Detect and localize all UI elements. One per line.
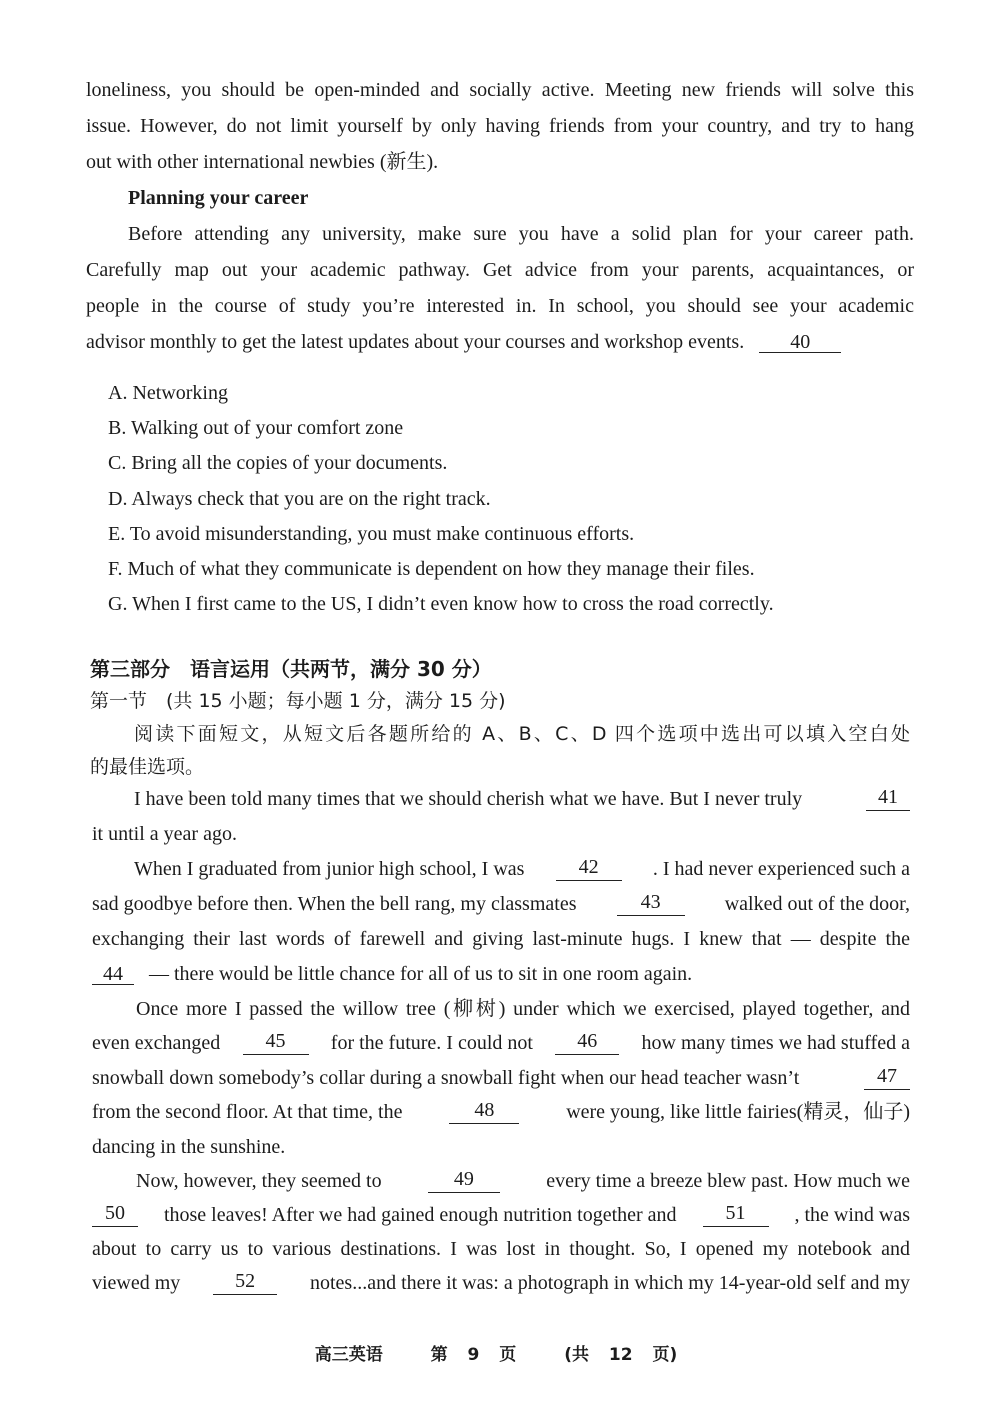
cloze-text: I have been told many times that we should cherish what we have. But I never truly — [134, 788, 803, 810]
cloze-text: When I graduated from junior high school, I was — [134, 858, 525, 880]
footer-total: (共 12 页) — [564, 1345, 678, 1365]
cloze-text: Now, however, they seemed to — [136, 1170, 382, 1192]
cloze-text: viewed my — [92, 1272, 181, 1294]
option-g: G. When I first came to the US, I didn’t even know how to cross the road correctly. — [108, 593, 774, 615]
option-e: E. To avoid misunderstanding, you must make continuous efforts. — [108, 523, 635, 545]
blank-46: 46 — [555, 1031, 619, 1055]
cloze-line: exchanging their last words of farewell and giving last-minute hugs. I knew that — despite the — [92, 928, 910, 950]
passage-line: issue. However, do not limit yourself by only having friends from your country, and try to hang — [86, 115, 914, 137]
cloze-text: . I had never experienced such a — [652, 858, 910, 880]
cloze-text: notes...and there it was: a photograph in which my 14-year-old self and my — [310, 1272, 910, 1294]
cloze-text: , the wind was — [794, 1204, 910, 1226]
passage-text: advisor monthly to get the latest updates about your courses and workshop events. — [86, 331, 745, 353]
cloze-line — [136, 1169, 910, 1193]
section-title: 第一节 (共 15 小题；每小题 1 分，满分 15 分) — [90, 690, 506, 712]
blank-51: 51 — [703, 1203, 769, 1227]
blank-45: 45 — [243, 1031, 309, 1055]
part-title: 第三部分 语言运用（共两节，满分 30 分） — [90, 657, 492, 681]
cloze-line — [92, 892, 910, 916]
cloze-line: it until a year ago. — [92, 823, 237, 845]
cloze-text: snowball down somebody’s collar during a snowball fight when our head teacher wasn’t — [92, 1067, 800, 1089]
blank-43: 43 — [617, 892, 685, 916]
cloze-text: those leaves! After we had gained enough nutrition together and — [163, 1204, 677, 1226]
cloze-line: about to carry us to various destinations. I was lost in thought. So, I opened my notebook and — [92, 1238, 910, 1260]
blank-52: 52 — [213, 1271, 277, 1295]
cloze-line — [92, 1100, 910, 1124]
cloze-text: were young, like little fairies(精灵，仙子) — [566, 1101, 910, 1123]
blank-41: 41 — [866, 787, 910, 811]
passage-line: loneliness, you should be open-minded and socially active. Meeting new friends will solve this — [86, 79, 914, 101]
cloze-text: from the second floor. At that time, the — [92, 1101, 403, 1123]
cloze-line — [92, 1066, 910, 1090]
blank-44: 44 — [92, 964, 134, 985]
cloze-line: dancing in the sunshine. — [92, 1136, 286, 1158]
cloze-line — [92, 1271, 910, 1295]
cloze-line: Once more I passed the willow tree (柳树) under which we exercised, played together, and — [136, 998, 910, 1020]
footer-subject: 高三英语 — [314, 1345, 383, 1365]
passage-line — [86, 330, 841, 354]
option-f: F. Much of what they communicate is dependent on how they manage their files. — [108, 558, 755, 580]
cloze-line — [92, 962, 692, 986]
footer-page: 第 9 页 — [430, 1345, 517, 1365]
cloze-line — [92, 1203, 910, 1227]
cloze-text: how many times we had stuffed a — [641, 1032, 910, 1054]
cloze-line — [134, 787, 910, 811]
cloze-text: even exchanged — [92, 1032, 221, 1054]
blank-50: 50 — [92, 1203, 138, 1227]
cloze-text: — there would be little chance for all of us to sit in one room again. — [149, 963, 693, 985]
blank-48: 48 — [449, 1100, 519, 1124]
instruction-line: 的最佳选项。 — [90, 756, 205, 778]
page-footer — [0, 1340, 992, 1365]
instruction-line: 阅读下面短文，从短文后各题所给的 A、B、C、D 四个选项中选出可以填入空白处 — [134, 723, 910, 745]
passage-line: people in the course of study you’re interested in. In school, you should see your academic — [86, 295, 914, 317]
cloze-line — [134, 857, 910, 881]
cloze-line — [92, 1031, 910, 1055]
option-c: C. Bring all the copies of your documents. — [108, 452, 448, 474]
blank-42: 42 — [556, 857, 622, 881]
blank-47: 47 — [864, 1066, 910, 1090]
cloze-text: for the future. I could not — [330, 1032, 533, 1054]
option-d: D. Always check that you are on the right track. — [108, 488, 491, 510]
passage-line: out with other international newbies (新生). — [86, 151, 439, 173]
cloze-text: walked out of the door, — [724, 893, 910, 915]
passage-line: Carefully map out your academic pathway. Get advice from your parents, acquaintances, or — [86, 259, 914, 281]
passage-line: Before attending any university, make sure you have a solid plan for your career path. — [128, 223, 914, 245]
option-b: B. Walking out of your comfort zone — [108, 417, 404, 439]
blank-40: 40 — [759, 332, 841, 353]
option-a: A. Networking — [108, 382, 228, 404]
section-heading: Planning your career — [128, 187, 309, 209]
cloze-text: every time a breeze blew past. How much we — [546, 1170, 910, 1192]
blank-49: 49 — [428, 1169, 500, 1193]
cloze-text: sad goodbye before then. When the bell rang, my classmates — [92, 893, 577, 915]
